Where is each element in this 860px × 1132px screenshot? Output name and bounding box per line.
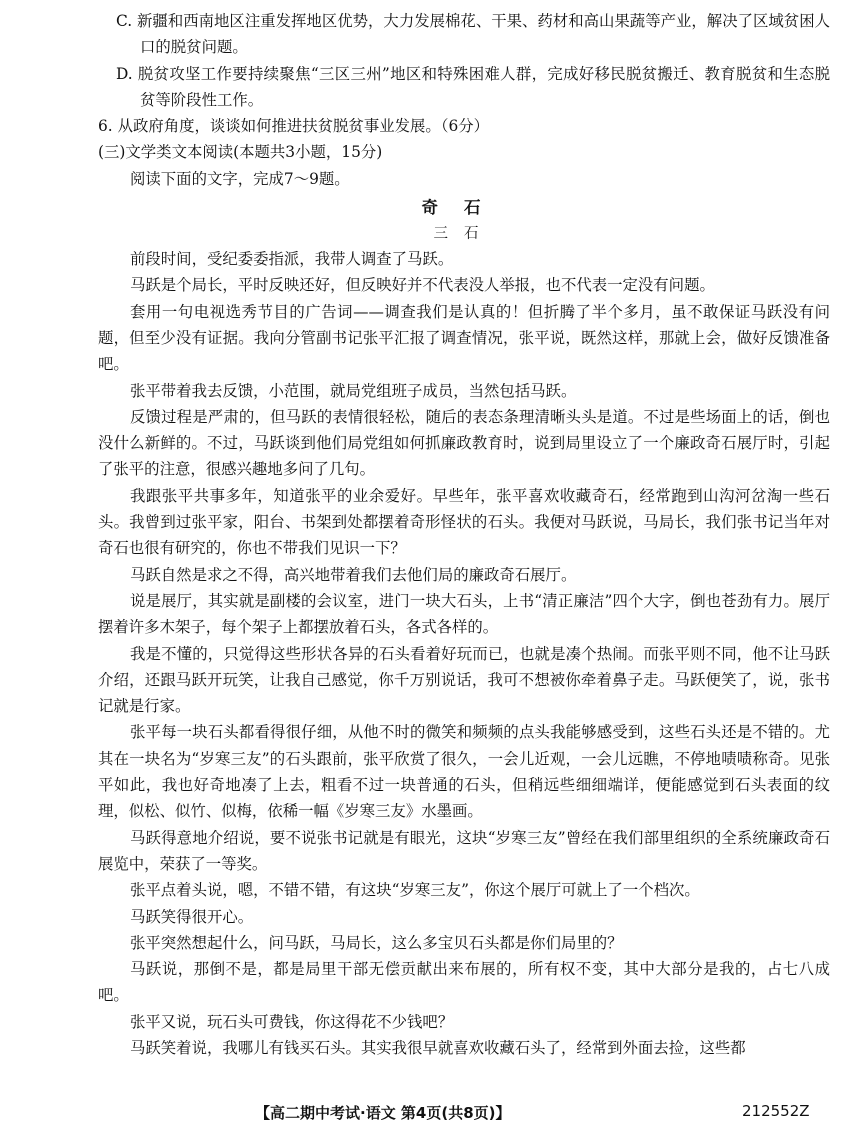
story-paragraph: 说是展厅，其实就是副楼的会议室，进门一块大石头，上书“清正廉洁”四个大字，倒也苍劲有力。展厅摆着许多木架子，每个架子上都摆放着石头，各式各样的。 xyxy=(98,591,830,637)
story-paragraph: 套用一句电视选秀节目的广告词——调查我们是认真的！但折腾了半个多月，虽不敢保证马跃没有问题，但至少没有证据。我向分管副书记张平汇报了调查情况，张平说，既然这样，那就上会，做好反馈准备吧。 xyxy=(98,302,830,374)
story-paragraph: 马跃说，那倒不是，都是局里干部无偿贡献出来布展的，所有权不变，其中大部分是我的，占七八成吧。 xyxy=(98,960,830,1005)
story-paragraph: 马跃得意地介绍说，要不说张书记就是有眼光，这块“岁寒三友”曾经在我们部里组织的全系统廉政奇石展览中，荣获了一等奖。 xyxy=(98,828,830,873)
question-6: 6. 从政府角度，谈谈如何推进扶贫脱贫事业发展。（6分） xyxy=(98,117,490,136)
story-paragraph: 马跃是个局长，平时反映还好，但反映好并不代表没人举报，也不代表一定没有问题。 xyxy=(130,276,715,295)
page-content xyxy=(98,8,830,1061)
section-heading: (三)文学类文本阅读(本题共3小题，15分) xyxy=(98,143,383,162)
story-paragraph: 我是不懂的，只觉得这些形状各异的石头看着好玩而已，也就是凑个热闹。而张平则不同，他不让马跃介绍，还跟马跃开玩笑，让我自己感觉，你千万别说话，我可不想被你牵着鼻子走。马跃便笑了，说，张书记就是行家。 xyxy=(98,644,830,716)
story-paragraph: 反馈过程是严肃的，但马跃的表情很轻松，随后的表态条理清晰头头是道。不过是些场面上的话，倒也没什么新鲜的。不过，马跃谈到他们局党组如何抓廉政教育时，说到局里设立了一个廉政奇石展厅时，引起了张平的注意，很感兴趣地多问了几句。 xyxy=(98,407,830,479)
story-paragraph: 马跃自然是求之不得，高兴地带着我们去他们局的廉政奇石展厅。 xyxy=(130,565,577,584)
story-paragraph: 马跃笑得很开心。 xyxy=(130,907,254,926)
story-paragraph: 前段时间，受纪委委指派，我带人调查了马跃。 xyxy=(130,250,454,269)
page-footer xyxy=(0,1100,860,1128)
option-c: C. 新疆和西南地区注重发挥地区优势，大力发展棉花、干果、药材和高山果蔬等产业，解决了区域贫困人口的脱贫问题。 xyxy=(116,12,830,57)
story-paragraph: 张平突然想起什么，问马跃，马局长，这么多宝贝石头都是你们局里的？ xyxy=(130,933,623,952)
story-paragraph: 我跟张平共事多年，知道张平的业余爱好。早些年，张平喜欢收藏奇石，经常跑到山沟河岔淘一些石头。我曾到过张平家，阳台、书架到处都摆着奇形怪状的石头。我便对马跃说，马局长，我们张书记当年对奇石也很有研究的，你也不带我们见识一下？ xyxy=(98,486,830,558)
footer-page-info: 【高二期中考试·语文 第4页(共8页)】 xyxy=(255,1104,511,1122)
option-d: D. 脱贫攻坚工作要持续聚焦“三区三州”地区和特殊困难人群，完成好移民脱贫搬迁、教育脱贫和生态脱贫等阶段性工作。 xyxy=(116,64,830,109)
story-paragraph: 张平点着头说，嗯，不错不错，有这块“岁寒三友”，你这个展厅可就上了一个档次。 xyxy=(130,881,700,900)
story-title: 奇石 xyxy=(421,198,507,218)
reading-instruction: 阅读下面的文字，完成7～9题。 xyxy=(130,169,350,188)
story-paragraph: 张平带着我去反馈，小范围，就局党组班子成员，当然包括马跃。 xyxy=(130,381,577,400)
story-paragraph: 张平每一块石头都看得很仔细，从他不时的微笑和频频的点头我能够感受到，这些石头还是不错的。尤其在一块名为“岁寒三友”的石头跟前，张平欣赏了很久，一会儿近观，一会儿远瞧，不停地啧啧称奇。见张平如此，我也好奇地凑了上去，粗看不过一块普通的石头，但稍远些细细端详，便能感觉到石头表面的纹理，似松、似竹、似梅，依稀一幅《岁寒三友》水墨画。 xyxy=(98,723,830,821)
story-paragraph: 张平又说，玩石头可费钱，你这得花不少钱吧？ xyxy=(130,1012,454,1031)
story-author: 三石 xyxy=(433,226,495,243)
story-paragraph: 马跃笑着说，我哪儿有钱买石头。其实我很早就喜欢收藏石头了，经常到外面去捡，这些都 xyxy=(130,1038,746,1057)
footer-exam-code: 212552Z xyxy=(742,1102,810,1120)
